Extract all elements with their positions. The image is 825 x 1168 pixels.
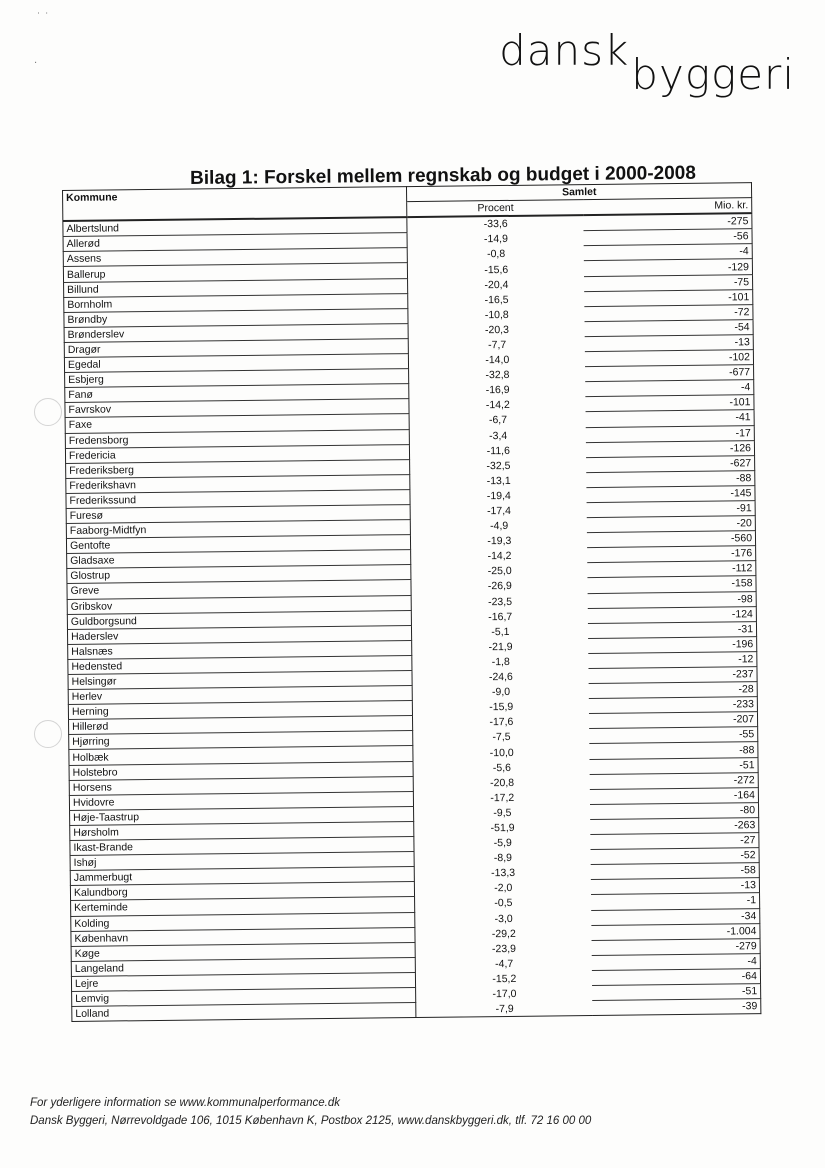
cell-mio: -72	[585, 304, 753, 321]
cell-mio: -237	[589, 667, 757, 684]
cell-kommune: Holbæk	[69, 746, 414, 765]
cell-procent: -9,0	[491, 686, 511, 699]
cell-procent: -15,2	[492, 972, 517, 986]
cell-kommune: Greve	[67, 580, 412, 599]
cell-mio: -91	[587, 501, 755, 518]
cell-kommune: Billund	[64, 278, 409, 297]
cell-procent: -26,9	[487, 580, 512, 593]
cell-procent: -19,4	[486, 489, 511, 503]
cell-kommune: Bornholm	[64, 293, 409, 312]
cell-mio: -1.004	[592, 923, 760, 940]
cell-mio: -101	[586, 395, 754, 412]
cell-procent: -10,0	[489, 746, 514, 759]
cell-mio: -17	[586, 425, 754, 442]
cell-kommune: Ikast-Brande	[70, 837, 415, 856]
scan-speck: ˙ ˙	[36, 12, 50, 23]
cell-procent: -0,5	[494, 897, 513, 910]
cell-kommune: Herlev	[68, 686, 413, 705]
cell-mio: -88	[586, 470, 754, 487]
cell-kommune: Fredensborg	[65, 429, 410, 448]
cell-kommune: Glostrup	[67, 565, 412, 584]
cell-kommune: Egedal	[64, 354, 409, 373]
cell-mio: -80	[590, 802, 758, 819]
cell-kommune: Hørsholm	[70, 821, 415, 840]
cell-kommune: Frederiksberg	[66, 459, 411, 478]
cell-procent: -14,0	[485, 354, 510, 367]
column-header-procent: Procent	[407, 200, 583, 218]
cell-kommune: Allerød	[63, 233, 408, 252]
cell-mio: -20	[587, 516, 755, 533]
cell-procent: -3,0	[494, 912, 513, 925]
cell-procent: -4,9	[490, 520, 509, 533]
logo-word-dansk: dansk	[499, 26, 630, 75]
cell-kommune: Kolding	[71, 912, 416, 931]
scan-speck: ·	[34, 58, 38, 69]
cell-kommune: Fanø	[65, 384, 410, 403]
cell-procent: -14,9	[483, 233, 508, 246]
footer-info-line: For yderligere information se www.kommunalperformance.dk	[30, 1097, 340, 1109]
column-header-mio: Mio. kr.	[583, 198, 751, 216]
cell-mio: -627	[586, 455, 754, 472]
cell-mio: -88	[590, 742, 758, 759]
cell-procent: -6,7	[488, 414, 508, 427]
cell-procent: -20,3	[484, 323, 509, 337]
cell-mio: -1	[591, 893, 759, 910]
cell-kommune: Frederikssund	[66, 489, 411, 508]
cell-mio: -4	[584, 244, 752, 261]
cell-mio: -39	[592, 999, 760, 1016]
cell-kommune: Halsnæs	[68, 640, 413, 659]
cell-mio: -55	[589, 727, 757, 744]
cell-kommune: Køge	[71, 942, 416, 961]
cell-procent: -0,8	[486, 248, 506, 261]
cell-procent: -8,9	[493, 852, 513, 865]
cell-kommune: Gribskov	[67, 595, 412, 614]
data-table	[62, 182, 761, 1022]
cell-mio: -58	[591, 863, 759, 880]
cell-mio: -112	[587, 561, 755, 578]
cell-kommune: Furesø	[66, 505, 411, 524]
cell-mio: -272	[590, 772, 758, 789]
cell-procent: -16,5	[484, 293, 509, 306]
cell-kommune: Guldborgsund	[67, 610, 412, 629]
cell-mio: -176	[587, 546, 755, 563]
cell-mio: -129	[584, 259, 752, 276]
cell-procent: -5,1	[491, 625, 510, 638]
cell-procent: -9,5	[493, 806, 512, 820]
dansk-byggeri-logo	[499, 26, 795, 99]
cell-mio: -196	[588, 636, 756, 653]
cell-mio: -28	[589, 682, 757, 699]
cell-kommune: Assens	[63, 248, 408, 267]
cell-mio: -145	[587, 486, 755, 503]
cell-mio: -677	[585, 365, 753, 382]
cell-mio: -51	[592, 984, 760, 1001]
cell-kommune: Favrskov	[65, 399, 410, 418]
cell-procent: -32,8	[485, 369, 510, 382]
cell-procent: -15,9	[489, 701, 514, 714]
cell-kommune: Helsingør	[68, 671, 413, 690]
table-body	[63, 213, 761, 1021]
cell-procent: -20,8	[490, 776, 515, 789]
cell-kommune: Hjørring	[69, 731, 414, 750]
cell-mio: -54	[585, 320, 753, 337]
cell-kommune: Kerteminde	[71, 897, 416, 916]
cell-kommune: Ishøj	[70, 852, 415, 871]
cell-kommune: Gladsaxe	[67, 550, 412, 569]
cell-procent: -25,0	[487, 565, 512, 578]
footer-address-line: Dansk Byggeri, Nørrevoldgade 106, 1015 København K, Postbox 2125, www.danskbyggeri.dk, tlf. 72 16 00 00	[30, 1115, 592, 1127]
cell-mio: -4	[592, 953, 760, 970]
cell-procent: -24,6	[488, 670, 513, 684]
cell-mio: -207	[589, 712, 757, 729]
cell-mio: -27	[591, 833, 759, 850]
cell-procent: -4,7	[495, 957, 514, 970]
cell-mio: -102	[585, 350, 753, 367]
cell-mio: -98	[588, 591, 756, 608]
cell-mio: -51	[590, 757, 758, 774]
cell-mio: -52	[591, 848, 759, 865]
cell-procent: -7,7	[488, 338, 507, 352]
footer	[30, 1094, 591, 1130]
cell-kommune: Brønderslev	[64, 323, 409, 342]
cell-kommune: Horsens	[69, 776, 414, 795]
cell-procent: -7,9	[416, 1001, 592, 1018]
cell-mio: -158	[588, 576, 756, 593]
cell-kommune: Hillerød	[69, 716, 414, 735]
cell-procent: -23,9	[491, 942, 517, 955]
cell-procent: -1,8	[491, 655, 510, 669]
cell-procent: -16,9	[485, 384, 510, 397]
cell-procent: -29,2	[491, 927, 516, 940]
cell-mio: -12	[588, 652, 756, 669]
cell-kommune: Dragør	[64, 339, 409, 358]
cell-mio: -13	[585, 335, 753, 352]
cell-kommune: Esbjerg	[65, 369, 410, 388]
cell-procent: -17,2	[490, 791, 515, 804]
cell-procent: -19,3	[487, 535, 512, 548]
cell-mio: -34	[591, 908, 759, 925]
cell-kommune: Høje-Taastrup	[70, 806, 415, 825]
cell-procent: -7,5	[492, 731, 511, 744]
logo-word-byggeri: byggeri	[631, 50, 795, 99]
cell-mio: -64	[592, 969, 760, 986]
cell-kommune: Langeland	[71, 957, 416, 976]
cell-kommune: Fredericia	[65, 444, 410, 463]
cell-kommune: Albertslund	[63, 217, 408, 237]
data-table-container	[62, 182, 771, 1022]
cell-mio: -124	[588, 606, 756, 623]
cell-kommune: Holstebro	[69, 761, 414, 780]
cell-kommune: København	[71, 927, 416, 946]
cell-procent: -5,9	[493, 837, 512, 850]
cell-kommune: Hvidovre	[69, 791, 414, 810]
punch-hole	[34, 398, 62, 426]
punch-hole	[34, 720, 62, 748]
cell-mio: -56	[584, 229, 752, 246]
cell-kommune: Lemvig	[72, 988, 417, 1007]
cell-procent: -32,5	[486, 459, 511, 472]
cell-procent: -15,6	[484, 263, 509, 276]
cell-kommune: Faaborg-Midtfyn	[66, 520, 411, 539]
cell-mio: -279	[592, 938, 760, 955]
cell-procent: -13,3	[491, 867, 516, 880]
cell-mio: -101	[584, 289, 752, 306]
cell-kommune: Lolland	[72, 1003, 417, 1022]
cell-mio: -560	[587, 531, 755, 548]
cell-procent: -10,8	[484, 308, 509, 322]
cell-mio: -4	[585, 380, 753, 397]
cell-procent: -16,7	[488, 610, 513, 623]
cell-procent: -14,2	[485, 399, 510, 412]
cell-procent: -17,0	[492, 987, 517, 1001]
cell-procent: -20,4	[484, 278, 509, 291]
cell-mio: -75	[584, 274, 752, 291]
cell-procent: -3,4	[489, 429, 508, 442]
cell-kommune: Haderslev	[67, 625, 412, 644]
cell-kommune: Lejre	[71, 972, 416, 991]
cell-mio: -41	[586, 410, 754, 427]
cell-mio: -263	[590, 818, 758, 835]
cell-mio: -126	[586, 440, 754, 457]
column-group-samlet: Samlet	[407, 183, 752, 202]
cell-mio: -275	[584, 213, 752, 231]
cell-procent: -21,9	[488, 640, 513, 654]
cell-mio: -164	[590, 787, 758, 804]
cell-mio: -31	[588, 621, 756, 638]
cell-mio: -233	[589, 697, 757, 714]
cell-procent: -17,4	[486, 504, 512, 518]
cell-procent: -5,6	[492, 761, 512, 774]
cell-procent: -2,0	[494, 882, 513, 895]
cell-procent: -33,6	[483, 218, 508, 231]
cell-kommune: Brøndby	[64, 308, 409, 327]
cell-kommune: Kalundborg	[70, 882, 415, 901]
column-header-kommune: Kommune	[63, 187, 408, 206]
cell-kommune: Frederikshavn	[66, 474, 411, 493]
cell-procent: -23,5	[487, 595, 513, 608]
cell-kommune: Jammerbugt	[70, 867, 415, 886]
cell-kommune: Hedensted	[68, 655, 413, 674]
cell-procent: -14,2	[487, 550, 512, 563]
page-title: Bilag 1: Forskel mellem regnskab og budget i 2000-2008	[190, 162, 696, 189]
cell-kommune: Ballerup	[63, 263, 408, 282]
cell-mio: -13	[591, 878, 759, 895]
cell-kommune: Faxe	[65, 414, 410, 433]
cell-procent: -51,9	[490, 821, 515, 835]
cell-procent: -13,1	[486, 474, 511, 488]
cell-kommune: Gentofte	[66, 535, 411, 554]
cell-kommune: Herning	[68, 701, 413, 720]
cell-procent: -11,6	[486, 444, 510, 457]
cell-procent: -17,6	[489, 716, 514, 729]
